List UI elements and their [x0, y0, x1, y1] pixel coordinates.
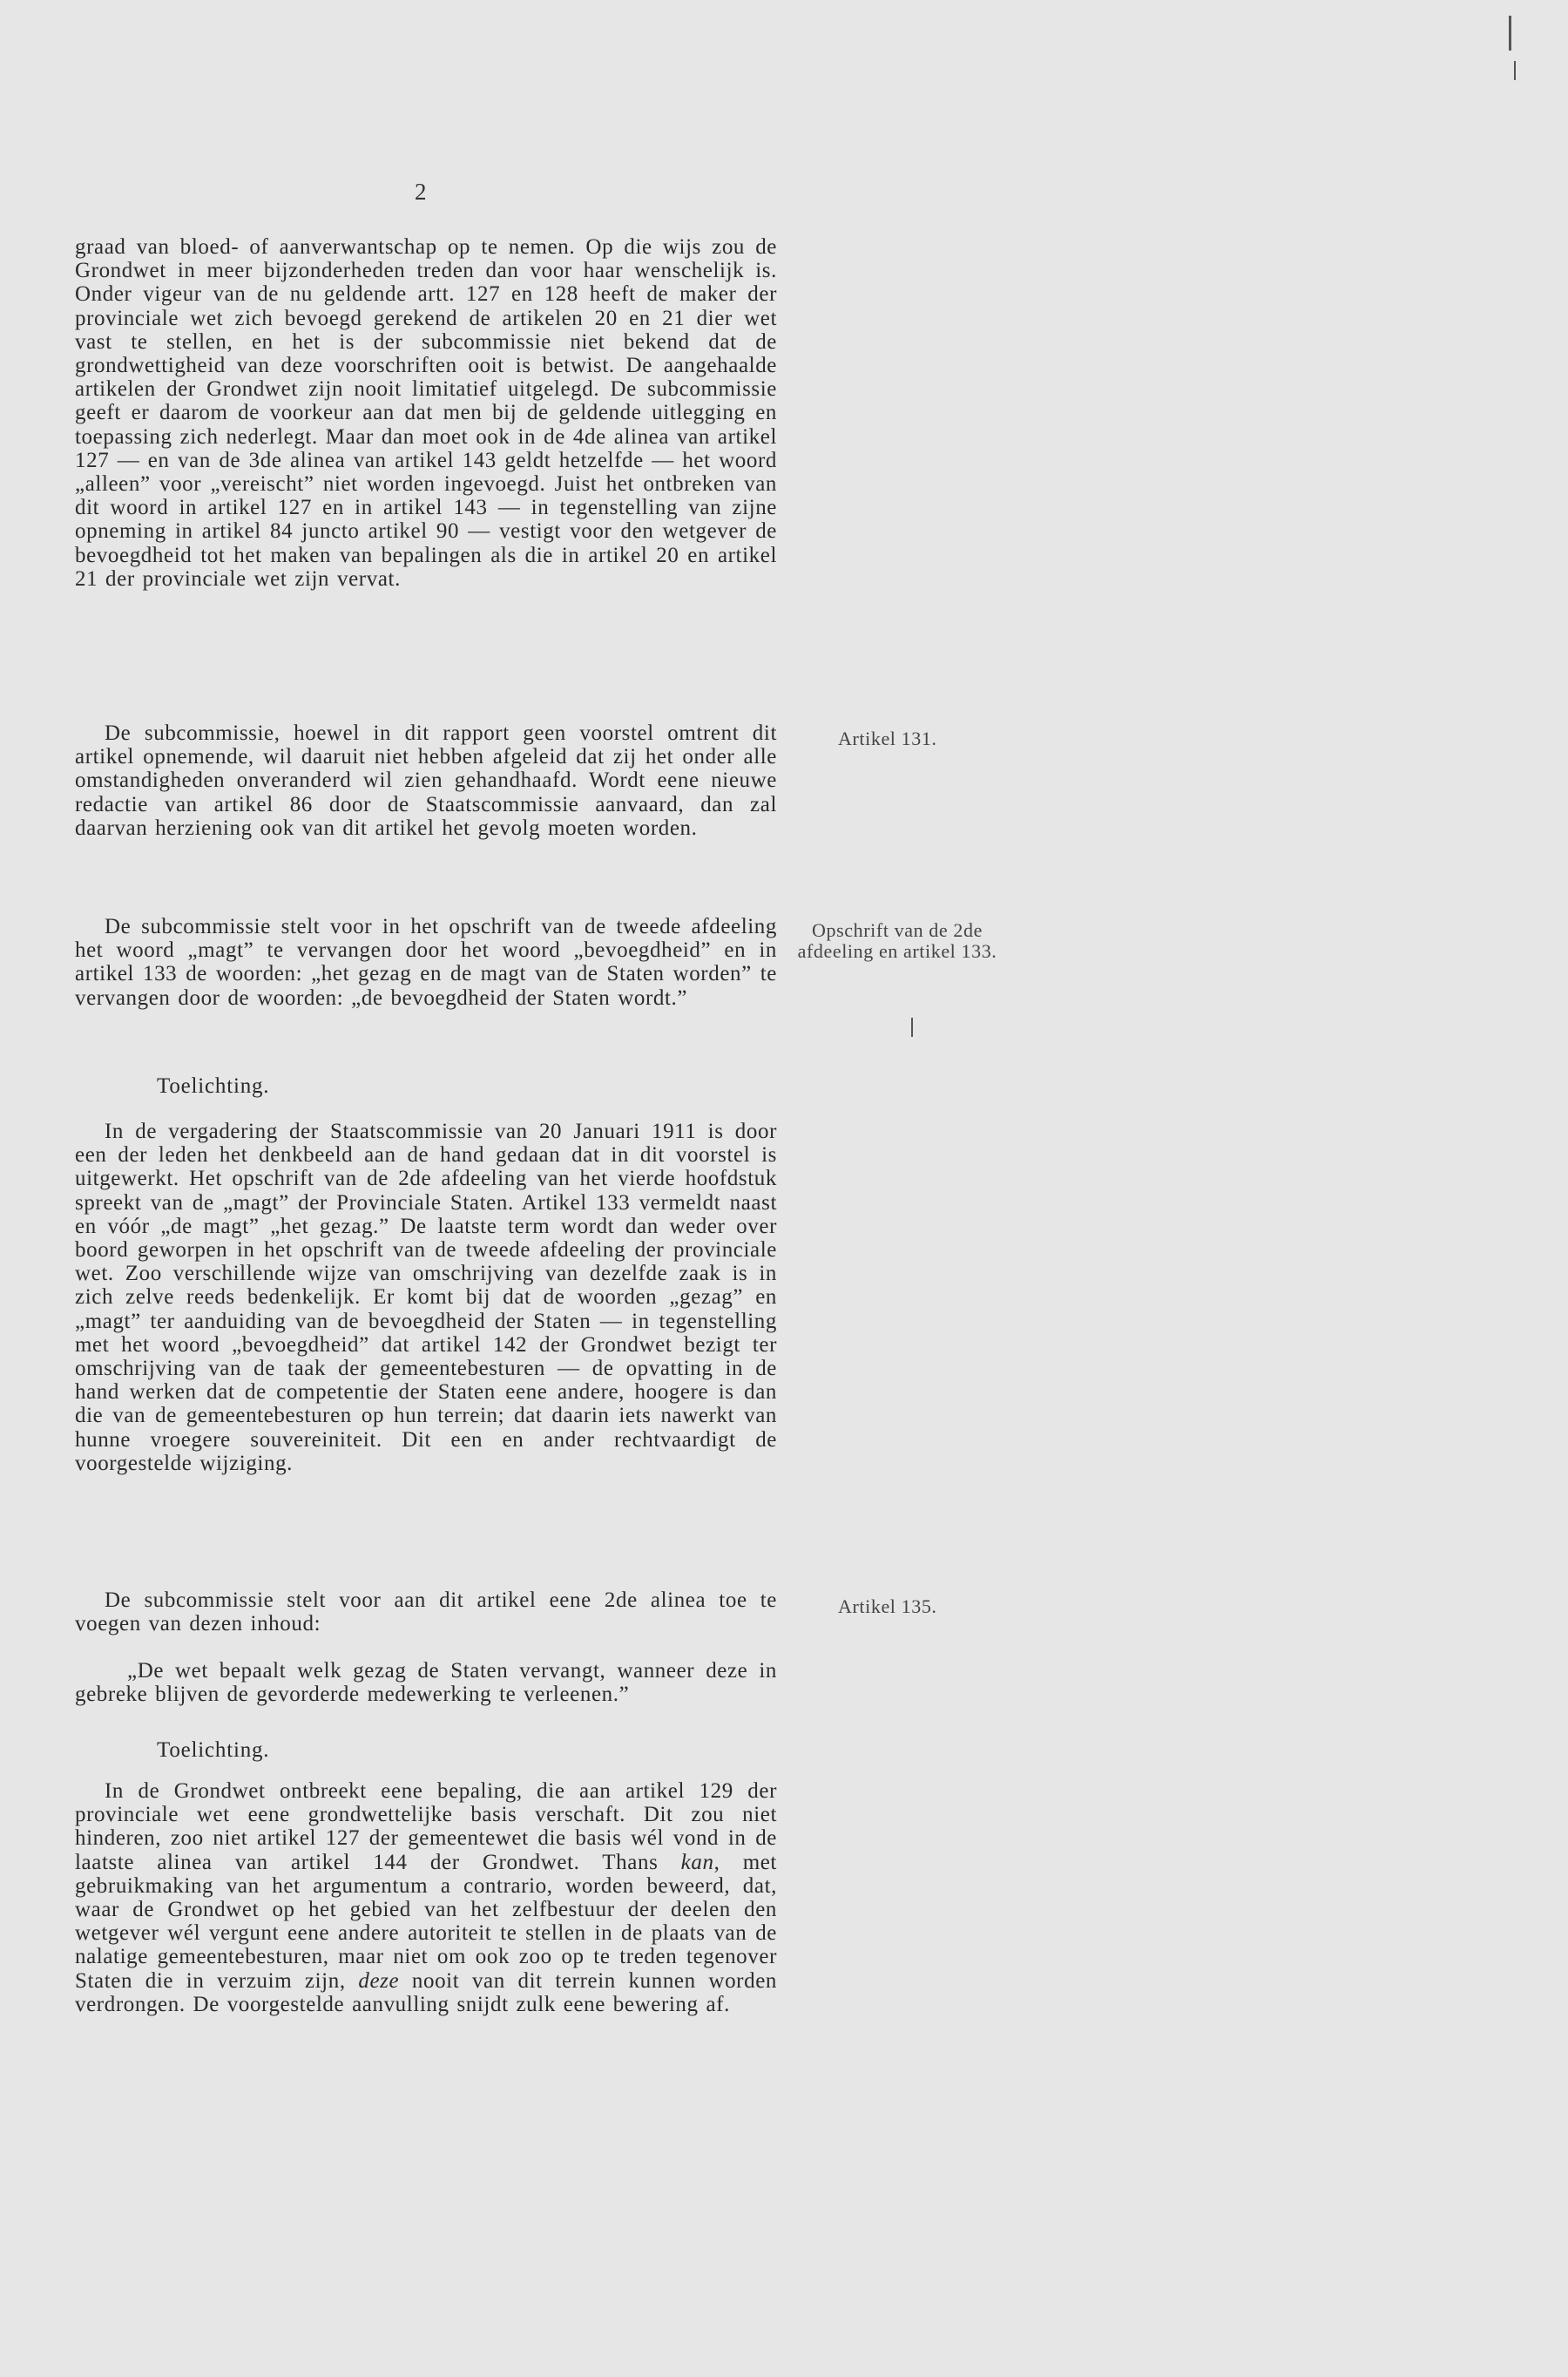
margin-note-article-131: Artikel 131. [838, 728, 937, 749]
margin-note-line: Opschrift van de 2de [812, 919, 983, 941]
paragraph-article-135 [75, 1588, 777, 1635]
quote-text: „De wet bepaalt welk gezag de Staten vervangt, wanneer deze in gebreke blijven de gevorderde medewerking te verleenen.” [75, 1659, 777, 1707]
margin-note-line: afdeeling en artikel 133. [797, 940, 997, 962]
section-heading: Toelichting. [157, 1738, 270, 1762]
paragraph-text: De subcommissie stelt voor aan dit artikel eene 2de alinea toe te voegen van dezen inhoud: [75, 1588, 777, 1636]
italic-text: deze [358, 1968, 400, 1993]
scan-mark [1509, 16, 1511, 51]
text-run: , met gebruikmaking van het argumentum a contrario, worden beweerd, dat, waar de Grondwet op het gebied van het zelfbestuur der deelen den wetgever wél vergunt eene andere autoriteit te stellen in de plaats van de nalatige gemeentebesturen, maar niet om ook zoo op te treden tegenover Staten die in verzuim zijn, [75, 1850, 777, 1993]
margin-note-opschrift [767, 920, 1028, 962]
paragraph-text [75, 1779, 777, 2016]
paragraph-text: De subcommissie, hoewel in dit rapport geen voorstel omtrent dit artikel opnemende, wil daaruit niet hebben afgeleid dat zij het onder alle omstandigheden onveranderd wil zien gehandhaafd. Wordt eene nieuwe redactie van artikel 86 door de Staatscommissie aanvaard, dan zal daarvan herziening ook van dit artikel het gevolg moeten worden. [75, 721, 777, 840]
page-number: 2 [415, 179, 427, 205]
paragraph-article-131 [75, 721, 777, 840]
paragraph-toelichting-1 [75, 1120, 777, 1475]
paragraph-text: De subcommissie stelt voor in het opschrift van de tweede afdeeling het woord „magt” te vervangen door het woord „bevoegdheid” en in artikel 133 de woorden: „het gezag en de magt van de Staten worden” te vervangen door de woorden: „de bevoegdheid der Staten wordt.” [75, 915, 777, 1010]
paragraph-continuation [75, 235, 777, 591]
quoted-text [75, 1659, 777, 1706]
paragraph-toelichting-2 [75, 1779, 777, 2016]
section-heading: Toelichting. [157, 1074, 270, 1098]
scan-mark [911, 1018, 913, 1037]
scan-mark [1514, 61, 1516, 80]
text-run: nooit van dit terrein kunnen worden verdrongen. De voorgestelde aanvulling snijdt zulk eene bewering af. [75, 1968, 777, 2016]
paragraph-text: In de vergadering der Staatscommissie van 20 Januari 1911 is door een der leden het denkbeeld aan de hand gedaan dat in dit voorstel is uitgewerkt. Het opschrift van de 2de afdeeling van het vierde hoofdstuk spreekt van de „magt” der Provinciale Staten. Artikel 133 vermeldt naast en vóór „de magt” „het gezag.” De laatste term wordt dan weder over boord geworpen in het opschrift van de tweede afdeeling der provinciale wet. Zoo verschillende wijze van omschrijving van dezelfde zaak is in zich zelve reeds bedenkelijk. Er komt bij dat de woorden „gezag” en „magt” ter aanduiding van de bevoegdheid der Staten — in tegenstelling met het woord „bevoegdheid” dat artikel 142 der Grondwet bezigt ter omschrijving van de taak der gemeentebesturen — de opvatting in de hand werken dat de competentie der Staten eene andere, hoogere is dan die van de gemeentebesturen op hun terrein; dat daarin iets nawerkt van hunne vroegere souvereiniteit. Dit een en ander rechtvaardigt de voorgestelde wijziging. [75, 1120, 777, 1475]
italic-text: kan [680, 1850, 714, 1874]
paragraph-opschrift [75, 915, 777, 1010]
paragraph-text: graad van bloed- of aanverwantschap op te nemen. Op die wijs zou de Grondwet in meer bijzonderheden treden dan voor haar wenschelijk is. Onder vigeur van de nu geldende artt. 127 en 128 heeft de maker der provinciale wet zich bevoegd gerekend de artikelen 20 en 21 dier wet vast te stellen, en het is der subcommissie niet bekend dat de grondwettigheid van deze voorschriften ooit is betwist. De aangehaalde artikelen der Grondwet zijn nooit limitatief uitgelegd. De subcommissie geeft er daarom de voorkeur aan dat men bij de geldende uitlegging en toepassing zich nederlegt. Maar dan moet ook in de 4de alinea van artikel 127 — en van de 3de alinea van artikel 143 geldt hetzelfde — het woord „alleen” voor „vereischt” niet worden ingevoegd. Juist het ontbreken van dit woord in artikel 127 en in artikel 143 — in tegenstelling van zijne opneming in artikel 84 juncto artikel 90 — vestigt voor den wetgever de bevoegdheid tot het maken van bepalingen als die in artikel 20 en artikel 21 der provinciale wet zijn vervat. [75, 235, 777, 591]
margin-note-article-135: Artikel 135. [838, 1595, 937, 1617]
text-run: In de Grondwet ontbreekt eene bepaling, die aan artikel 129 der provinciale wet eene grondwettelijke basis verschaft. Dit zou niet hinderen, zoo niet artikel 127 der gemeentewet die basis wél vond in de laatste alinea van artikel 144 der Grondwet. Thans [75, 1779, 777, 1874]
